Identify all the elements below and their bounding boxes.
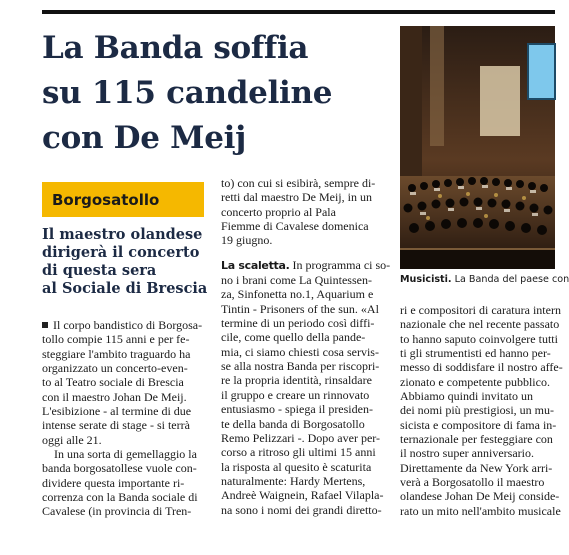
text-line: Cavalese (in provincia di Tren- bbox=[42, 504, 192, 519]
text-line bbox=[42, 318, 214, 332]
text-line: nazionale che nel recente passato bbox=[400, 317, 560, 332]
text-line: correnza con la Banda sociale di bbox=[42, 490, 198, 505]
text-line: te della banda di Borgosatollo bbox=[221, 416, 365, 431]
subhead-line: dirigerà il concerto bbox=[42, 244, 200, 261]
text-line: Remo Pelizzari -. Dopo aver per- bbox=[221, 430, 381, 445]
text-line: Andreè Waignein, Rafael Vilapla- bbox=[221, 488, 384, 503]
text-line: Abbiamo quindi invitato un bbox=[400, 389, 533, 404]
text-line: Tintin - Prisoners of the sun. «Al bbox=[221, 301, 379, 316]
text-line: il gruppo e creare un rinnovato bbox=[221, 387, 370, 402]
text-line: re la propria identità, rinsaldare bbox=[221, 373, 372, 388]
text-line: concerto proprio al Pala bbox=[221, 204, 336, 219]
text-line: Fiemme di Cavalese domenica bbox=[221, 219, 369, 234]
subhead-line: di questa sera bbox=[42, 262, 157, 279]
text-line: zionato e competente pubblico. bbox=[400, 374, 550, 389]
photo-caption bbox=[400, 273, 569, 286]
text-line: naturalmente: Hardy Mertens, bbox=[221, 473, 366, 488]
text-line: termine di un periodo così diffi- bbox=[221, 316, 375, 331]
headline-line: con De Meij bbox=[42, 120, 247, 156]
text-line: ternazionale per festeggiare con bbox=[400, 432, 553, 447]
text-line: L'esibizione - al termine di due bbox=[42, 404, 192, 419]
text-span: Il corpo bandistico di Borgosa- bbox=[53, 318, 203, 332]
text-line: to al Teatro sociale di Brescia bbox=[42, 375, 184, 390]
concert-photo bbox=[400, 26, 555, 269]
bullet-square-icon bbox=[42, 322, 48, 328]
text-line: to hanno saputo coinvolgere tutti bbox=[400, 331, 558, 346]
text-line: messo di soddisfare il nostro affe- bbox=[400, 360, 563, 375]
text-line: con il maestro Johan De Meij. bbox=[42, 389, 187, 404]
text-line: organizzato un concerto-even- bbox=[42, 361, 188, 376]
text-line: steggiare l'ambito traguardo ha bbox=[42, 346, 191, 361]
headline bbox=[42, 26, 392, 161]
text-line: il nostro super anniversario. bbox=[400, 446, 534, 461]
location-kicker: Borgosatollo bbox=[42, 182, 204, 217]
headline-line: La Banda soffia bbox=[42, 30, 309, 66]
top-rule bbox=[42, 10, 555, 14]
text-line: Direttamente da New York arri- bbox=[400, 460, 553, 475]
subhead-line: Il maestro olandese bbox=[42, 226, 203, 243]
text-line: to) con cui si esibirà, sempre di- bbox=[221, 176, 376, 190]
article-column-1 bbox=[42, 318, 214, 519]
subheadline bbox=[42, 226, 212, 298]
text-line: tollo compie 115 anni e per fe- bbox=[42, 332, 190, 347]
text-line: 19 giugno. bbox=[221, 233, 273, 248]
text-line: la risposta al quesito è scaturita bbox=[221, 459, 372, 474]
text-line: ti gli strumentisti ed hanno per- bbox=[400, 346, 551, 361]
text-line: dei nomi più prestigiosi, un mu- bbox=[400, 403, 554, 418]
text-line: ri e compositori di caratura intern bbox=[400, 303, 561, 317]
text-line: verà a Borgosatollo il maestro bbox=[400, 475, 545, 490]
text-line: banda borgosatollese vuole con- bbox=[42, 461, 197, 476]
caption-text: La Banda del paese con bbox=[451, 274, 569, 285]
text-line: rato un mito nell'ambito musicale bbox=[400, 503, 561, 518]
text-line: entusiasmo - spiega il presiden- bbox=[221, 402, 373, 417]
text-line: intense serate di stage - si terrà bbox=[42, 418, 190, 433]
text-line: retti dal maestro De Meij, in un bbox=[221, 190, 372, 205]
text-line: corso a ritroso gli ultimi 15 anni bbox=[221, 445, 376, 460]
text-line: In una sorta di gemellaggio la bbox=[54, 447, 197, 462]
text-line: olandese Johan De Meij conside- bbox=[400, 489, 560, 504]
section-runin: La scaletta. bbox=[221, 258, 290, 272]
text-line bbox=[221, 257, 391, 273]
headline-line: su 115 candeline bbox=[42, 75, 333, 111]
text-line: mia, ci siamo chiesti cosa servis- bbox=[221, 344, 379, 359]
text-line: oggi alle 21. bbox=[42, 432, 102, 447]
article-column-2 bbox=[221, 176, 391, 517]
text-line: za, Sinfonetta no.1, Aquarium e bbox=[221, 287, 374, 302]
text-span: In programma ci so- bbox=[289, 257, 391, 272]
subhead-line: al Sociale di Brescia bbox=[42, 280, 208, 297]
band-on-stage-image bbox=[400, 26, 555, 269]
caption-label: Musicisti. bbox=[400, 274, 452, 285]
text-line: no i brani come La Quintessen- bbox=[221, 273, 372, 288]
paragraph-gap bbox=[221, 248, 386, 258]
text-line: sicista e compositore di fama in- bbox=[400, 417, 557, 432]
article-column-3 bbox=[400, 303, 563, 518]
text-line: cile, come quello della pande- bbox=[221, 330, 366, 345]
text-line: se alla nostra Banda per riscopri- bbox=[221, 359, 380, 374]
text-line: dividere questa importante ri- bbox=[42, 475, 185, 490]
text-line: na sono i nomi dei grandi diretto- bbox=[221, 502, 382, 517]
